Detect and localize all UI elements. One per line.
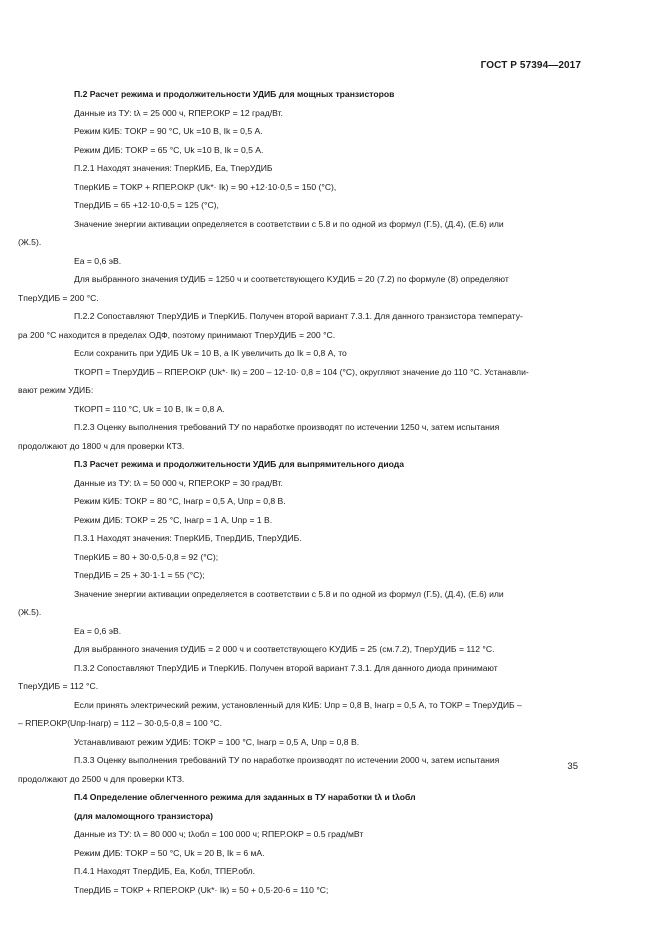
text-line: П.2.2 Сопоставляют TперУДИБ и TперКИБ. Получен второй вариант 7.3.1. Для данного транзистора температу- [74,311,523,321]
text-line: П.3.3 Оценку выполнения требований ТУ по наработке производят по истечении 2000 ч, затем испытания [74,755,500,765]
text-line: TперУДИБ = 112 °С. [18,681,99,691]
text-line: – RПЕР.ОКР(Uпр·Iнагр) = 112 – 30·0,5·0,8 = 100 °С. [18,718,223,728]
text-line: Режим ДИБ: TОКР = 25 °С, Iнагр = 1 А, Uпр = 1 В. [74,514,273,525]
page-number: 35 [567,761,578,772]
text-line: Режим ДИБ: TОКР = 65 °С, Uk =10 В, Ik = 0,5 А. [74,144,264,155]
text-line: продолжают до 2500 ч для проверки КТЗ. [18,773,185,784]
text-line: TперУДИБ = 200 °С. [18,292,99,303]
text-line: П.3.1 Находят значения: TперКИБ, TперДИБ, TперУДИБ. [74,533,302,543]
text-line: продолжают до 1800 ч для проверки КТЗ. [18,440,185,451]
text-line: TперКИБ = TОКР + RПЕР.ОКР (Uk*· Ik) = 90 +12·10·0,5 = 150 (°С), [74,181,337,192]
text-line: TперДИБ = 25 + 30·1·1 = 55 (°С); [74,570,205,580]
text-line: П.4.1 Находят TперДИБ, Ea, Kобл, TПЕР.обл. [74,866,256,876]
text-line: ра 200 °С находится в пределах ОДФ, поэтому принимают TперУДИБ = 200 °С. [18,329,336,340]
text-line: П.2.1 Находят значения: TперКИБ, Ea, TперУДИБ [74,163,273,173]
text-line: Для выбранного значения tУДИБ = 2 000 ч и соответствующего KУДИБ = 25 (см.7.2), TперУДИБ = 112 °С. [74,644,495,654]
section-heading: П.4 Определение облегченного режима для заданных в ТУ наработки tλ и tλобл [74,792,416,802]
text-line: TперДИБ = TОКР + RПЕР.ОКР (Uk*· Ik) = 50 + 0,5·20·6 = 110 °С; [74,884,329,895]
text-line: Данные из ТУ: tλ = 25 000 ч, RПЕР.ОКР = 12 град/Вт. [74,107,283,118]
text-line: (Ж.5). [18,607,42,617]
document-body [18,89,582,903]
text-line: Данные из ТУ: tλ = 80 000 ч; tλобл = 100 000 ч; RПЕР.ОКР = 0.5 град/мВт [74,829,364,839]
standard-header: ГОСТ Р 57394—2017 [480,60,581,71]
text-line: Значение энергии активации определяется в соответствии с 5.8 и по одной из формул (Г.5), (Д.4), (Е.6) или [74,218,504,229]
section-heading: (для маломощного транзистора) [74,810,213,821]
text-line: TКОРП = TперУДИБ – RПЕР.ОКР (Uk*· Ik) = 200 – 12·10· 0,8 = 104 (°С), округляют значение до 110 °С. Устанавли- [74,366,529,377]
text-line: П.3.2 Сопоставляют TперУДИБ и TперКИБ. Получен второй вариант 7.3.1. Для данного диода принимают [74,662,498,673]
text-line: Режим ДИБ: TОКР = 50 °С, Uk = 20 В, Ik = 6 мА. [74,847,265,858]
text-line: Если сохранить при УДИБ Uk = 10 В, а IK увеличить до Ik = 0,8 А, то [74,348,347,358]
text-line: Для выбранного значения tУДИБ = 1250 ч и соответствующего KУДИБ = 20 (7.2) по формуле (8) определяют [74,274,509,284]
section-heading: П.3 Расчет режима и продолжительности УДИБ для выпрямительного диода [74,459,405,469]
text-line: Режим КИБ: TОКР = 80 °С, Iнагр = 0,5 А, Uпр = 0,8 В. [74,496,286,506]
text-line: П.2.3 Оценку выполнения требований ТУ по наработке производят по истечении 1250 ч, затем испытания [74,422,500,432]
text-line: TперДИБ = 65 +12·10·0,5 = 125 (°С), [74,200,219,210]
text-line: TперКИБ = 80 + 30·0,5·0,8 = 92 (°С); [74,551,219,562]
text-line: Ea = 0,6 эВ. [74,625,122,636]
section-heading: П.2 Расчет режима и продолжительности УДИБ для мощных транзисторов [74,89,395,99]
text-line: Ea = 0,6 эВ. [74,255,122,266]
text-line: TКОРП = 110 °С, Uk = 10 В, Ik = 0,8 А. [74,403,225,414]
text-line: (Ж.5). [18,237,42,247]
text-line: Если принять электрический режим, установленный для КИБ: Uпр = 0,8 В, Iнагр = 0,5 А, то TОКР = TперУДИБ – [74,699,522,710]
text-line: Режим КИБ: TОКР = 90 °С, Uk =10 В, Ik = 0,5 А. [74,126,263,136]
text-line: Данные из ТУ: tλ = 50 000 ч, RПЕР.ОКР = 30 град/Вт. [74,477,283,488]
text-line: Устанавливают режим УДИБ: TОКР = 100 °С, Iнагр = 0,5 А, Uпр = 0,8 В. [74,736,360,747]
text-line: вают режим УДИБ: [18,385,94,395]
text-line: Значение энергии активации определяется в соответствии с 5.8 и по одной из формул (Г.5), (Д.4), (Е.6) или [74,588,504,599]
